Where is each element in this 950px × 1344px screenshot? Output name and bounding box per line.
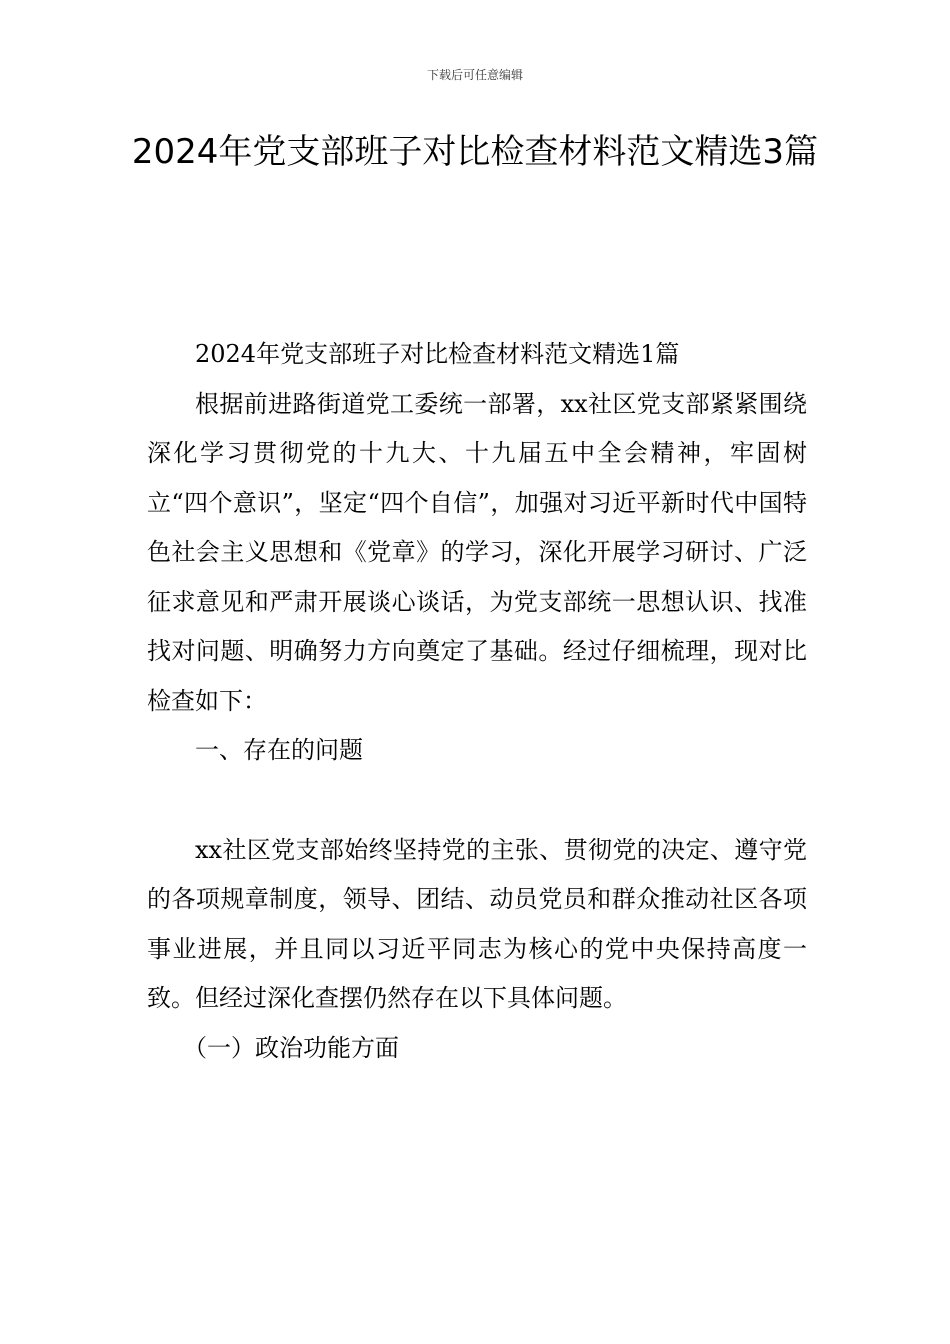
document-body <box>147 330 807 1073</box>
header-note: 下载后可任意编辑 <box>426 68 523 82</box>
problems-paragraph: xx社区党支部始终坚持党的主张、贯彻党的决定、遵守党的各项规章制度，领导、团结、动员党员和群众推动社区各项事业进展，并且同以习近平同志为核心的党中央保持高度一致。但经过深化查摆仍然存在以下具体问题。 <box>147 835 807 1012</box>
document-title: 2024年党支部班子对比检查材料范文精选3篇 <box>131 132 819 172</box>
section-title: 2024年党支部班子对比检查材料范文精选1篇 <box>195 340 680 368</box>
heading-existing-problems: 一、存在的问题 <box>195 736 363 764</box>
heading-political-function: （一）政治功能方面 <box>183 1033 399 1062</box>
intro-paragraph: 根据前进路街道党工委统一部署，xx社区党支部紧紧围绕深化学习贯彻党的十九大、十九届五中全会精神，牢固树立“四个意识”，坚定“四个自信”，加强对习近平新时代中国特色社会主义思想和《党章》的学习，深化开展学习研讨、广泛征求意见和严肃开展谈心谈话，为党支部统一思想认识、找准找对问题、明确努力方向奠定了基础。经过仔细梳理，现对比检查如下： <box>147 389 807 715</box>
